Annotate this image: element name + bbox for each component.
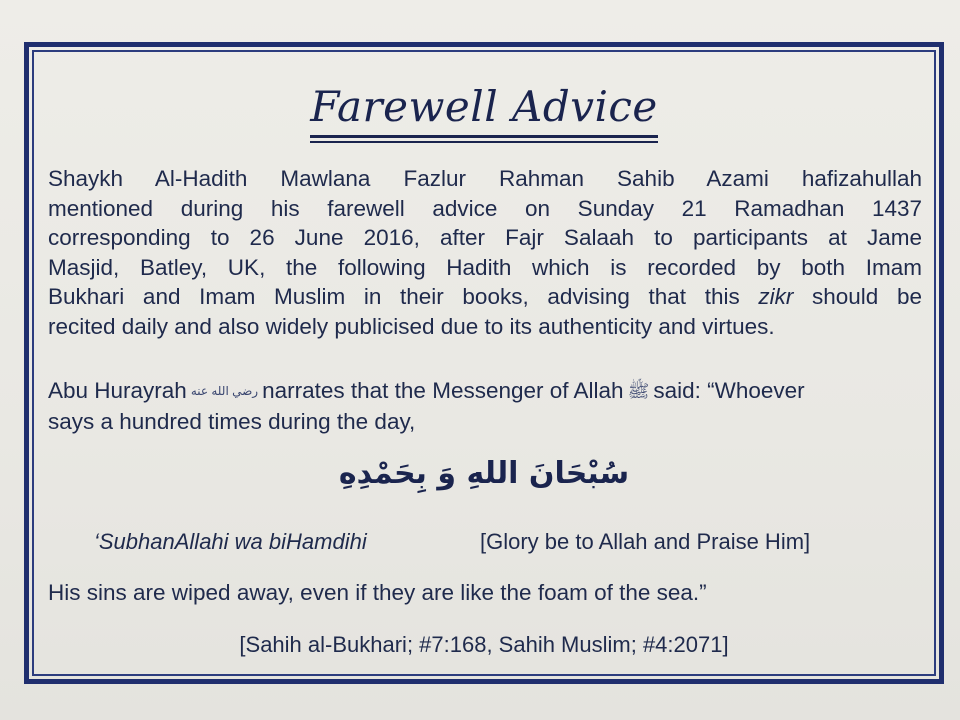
narration-text-end: said: “Whoever (653, 378, 805, 403)
zikr-word: zikr (758, 284, 794, 309)
intro-line: recited daily and also widely publicised due to its authenticity and virtues. (48, 313, 775, 339)
outer-border (24, 42, 944, 684)
narration-line: says a hundred times during the day, (48, 408, 416, 434)
narration-paragraph (48, 376, 922, 436)
inner-border (32, 50, 936, 676)
hadith-reference: [Sahih al-Bukhari; #7:168, Sahih Muslim; #4:2071] (239, 632, 729, 657)
narration-text: narrates that the Messenger of Allah (262, 378, 624, 403)
intro-line-tail: should be (812, 284, 922, 309)
intro-line: mentioned during his farewell advice on Sunday 21 Ramadhan 1437 (48, 195, 922, 221)
arabic-zikr: سُبْحَانَ اللهِ وَ بِحَمْدِهِ (338, 456, 630, 491)
title-text: Farewell Advice (310, 82, 658, 138)
virtue-paragraph: His sins are wiped away, even if they are like the foam of the sea.” (48, 580, 707, 605)
translation: [Glory be to Allah and Praise Him] (480, 529, 811, 554)
intro-line-text: Bukhari and Imam Muslim in their books, advising that this (48, 284, 740, 309)
document-title (34, 82, 934, 131)
radiallahu-anhu-honorific: رضي الله عنه (190, 384, 259, 399)
intro-paragraph (48, 164, 922, 341)
intro-line: corresponding to 26 June 2016, after Fajr Salaah to participants at Jame (48, 225, 922, 250)
intro-line: Masjid, Batley, UK, the following Hadith which is recorded by both Imam (48, 254, 922, 280)
narrator-name: Abu Hurayrah (48, 378, 187, 403)
transliteration: ‘SubhanAllahi wa biHamdihi (94, 529, 367, 554)
intro-line: Shaykh Al-Hadith Mawlana Fazlur Rahman Sahib Azami hafizahullah (48, 166, 922, 191)
narration-line (48, 376, 922, 407)
salawat-honorific: ﷺ (627, 381, 650, 402)
intro-line-zikr (48, 282, 922, 312)
